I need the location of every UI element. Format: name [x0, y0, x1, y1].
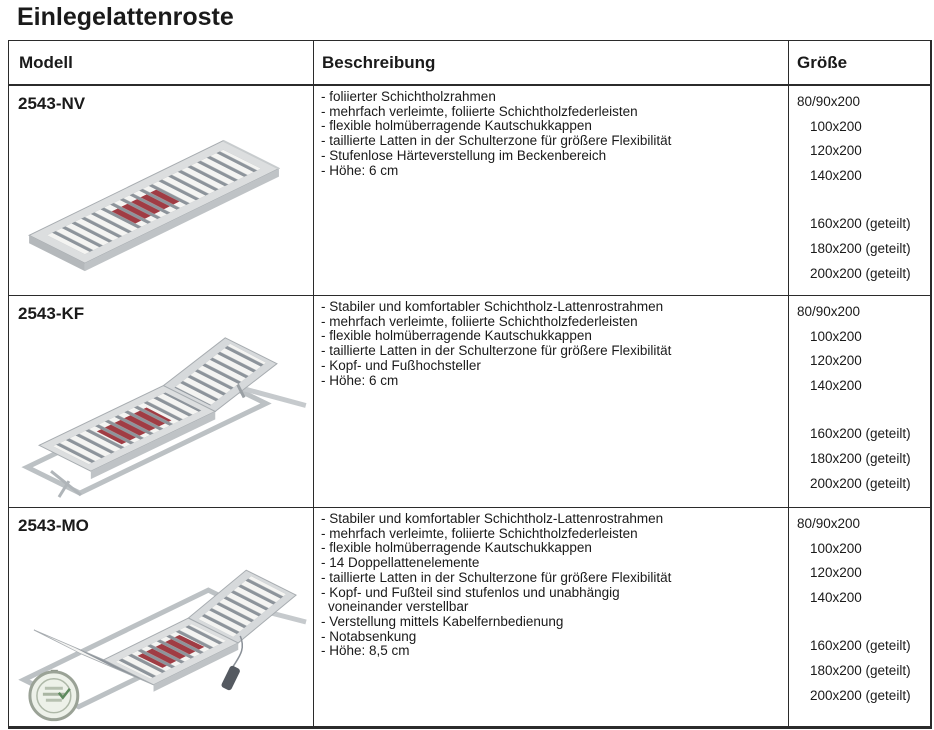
size-option: 200x200 (geteilt)	[810, 687, 911, 703]
size-option: 140x200	[810, 377, 862, 393]
certification-seal	[30, 670, 78, 721]
size-option: 80/90x200	[797, 516, 861, 531]
model-cell-2543-mo	[9, 508, 314, 726]
column-header-beschreibung-label: Beschreibung	[322, 52, 436, 72]
description-line: - 14 Doppellattenelemente	[321, 555, 480, 571]
size-option: 120x200	[810, 353, 862, 369]
column-header-groesse-label: Größe	[797, 52, 848, 72]
size-option: 80/90x200	[797, 304, 861, 319]
page-title: Einlegelattenroste	[17, 3, 234, 31]
size-option: 140x200	[810, 167, 862, 183]
description-line-continuation: voneinander verstellbar	[328, 599, 469, 615]
description-line: - Kopf- und Fußhochsteller	[321, 357, 481, 373]
product-table	[8, 40, 932, 729]
description-line: - mehrfach verleimte, foliierte Schichtholzfederleisten	[321, 525, 638, 541]
size-option: 160x200 (geteilt)	[810, 638, 911, 654]
description-line: - mehrfach verleimte, foliierte Schichtholzfederleisten	[321, 103, 638, 119]
description-cell-2543-kf	[314, 296, 789, 508]
size-option: 100x200	[810, 328, 862, 344]
description-line: - flexible holmüberragende Kautschukkappen	[321, 328, 592, 344]
description-line: - foliierter Schichtholzrahmen	[321, 89, 496, 104]
size-option: 200x200 (geteilt)	[810, 265, 911, 281]
description-line: - Stabiler und komfortabler Schichtholz-Lattenrostrahmen	[321, 511, 664, 526]
description-line: - taillierte Latten in der Schulterzone für größere Flexibilität	[321, 569, 672, 585]
description-line: - Kopf- und Fußteil sind stufenlos und unabhängig	[321, 584, 620, 600]
size-option: 180x200 (geteilt)	[810, 450, 911, 466]
description-line: - flexible holmüberragende Kautschukkappen	[321, 540, 592, 556]
description-line: - flexible holmüberragende Kautschukkappen	[321, 118, 592, 134]
description-line: - mehrfach verleimte, foliierte Schichtholzfederleisten	[321, 313, 638, 329]
description-line: - Stabiler und komfortabler Schichtholz-Lattenrostrahmen	[321, 299, 664, 314]
model-cell-2543-kf	[9, 296, 314, 508]
size-cell-2543-kf	[789, 296, 930, 508]
description-cell-2543-nv	[314, 86, 789, 296]
column-header-beschreibung	[314, 41, 789, 86]
size-cell-2543-nv	[789, 86, 930, 296]
model-cell-2543-nv	[9, 86, 314, 296]
size-cell-2543-mo	[789, 508, 930, 726]
size-option: 140x200	[810, 589, 862, 605]
description-line: - Stufenlose Härteverstellung im Beckenbereich	[321, 147, 607, 163]
size-option: 120x200	[810, 565, 862, 581]
description-line: - Verstellung mittels Kabelfernbedienung	[321, 613, 564, 629]
description-line: - Notabsenkung	[321, 628, 417, 644]
product-image-slatted-bed-frame-head-raised	[9, 296, 313, 507]
column-header-modell	[9, 41, 314, 86]
model-name: 2543-MO	[18, 516, 89, 535]
size-option: 160x200 (geteilt)	[810, 426, 911, 442]
product-image-flat-slatted-bed-frame	[9, 86, 313, 295]
description-line: - Höhe: 8,5 cm	[321, 643, 410, 659]
column-header-groesse	[789, 41, 930, 86]
description-line: - taillierte Latten in der Schulterzone für größere Flexibilität	[321, 133, 672, 149]
description-line: - Höhe: 6 cm	[321, 162, 399, 178]
description-line: - Höhe: 6 cm	[321, 372, 399, 388]
column-header-modell-label: Modell	[19, 52, 73, 72]
size-option: 180x200 (geteilt)	[810, 662, 911, 678]
model-name: 2543-NV	[18, 94, 86, 113]
description-cell-2543-mo	[314, 508, 789, 726]
description-line: - taillierte Latten in der Schulterzone für größere Flexibilität	[321, 343, 672, 359]
size-option: 80/90x200	[797, 94, 861, 109]
size-option: 100x200	[810, 118, 862, 134]
model-name: 2543-KF	[18, 304, 85, 323]
size-option: 100x200	[810, 540, 862, 556]
size-option: 160x200 (geteilt)	[810, 216, 911, 232]
size-option: 120x200	[810, 143, 862, 159]
size-option: 180x200 (geteilt)	[810, 240, 911, 256]
product-image-slatted-bed-frame-head-and-foot-raised	[9, 508, 313, 726]
size-option: 200x200 (geteilt)	[810, 475, 911, 491]
